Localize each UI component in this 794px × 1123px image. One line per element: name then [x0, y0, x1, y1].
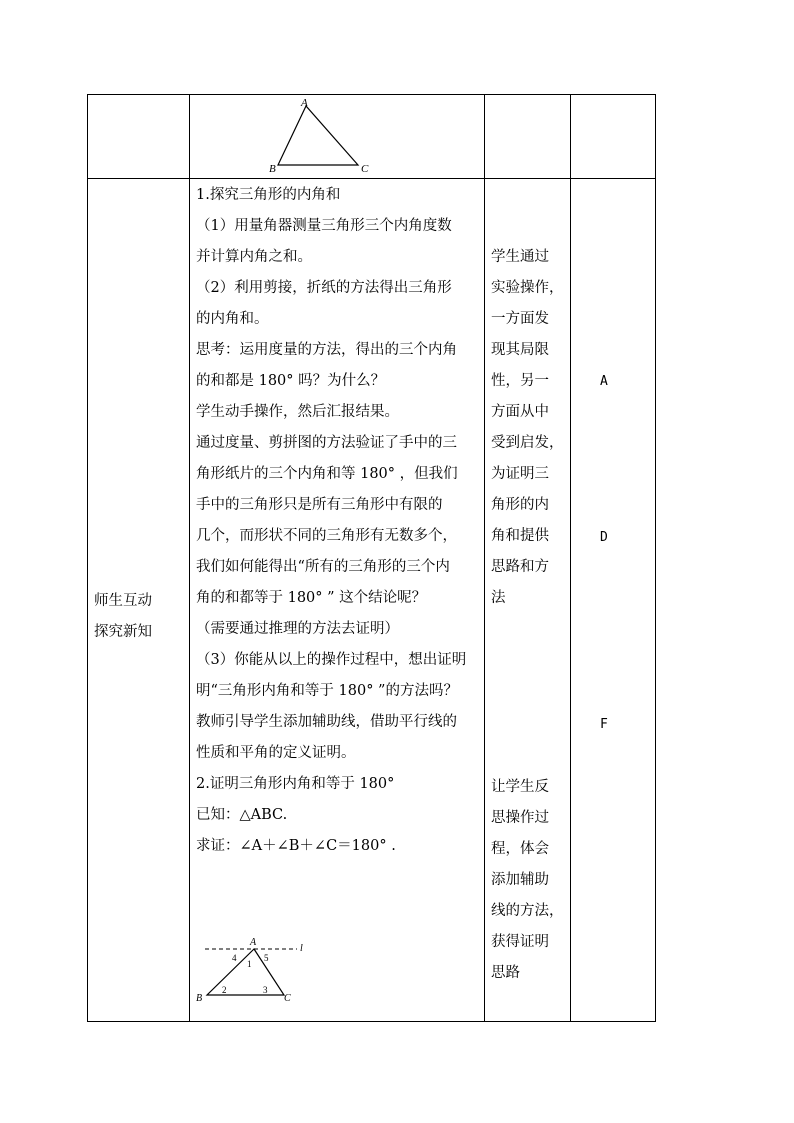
- col-divider-2: [484, 94, 485, 1022]
- triangle-figure-top: [260, 95, 380, 177]
- intent-line: 获得证明: [491, 934, 549, 950]
- angle-label-2: 2: [222, 985, 227, 995]
- content-line: （2）利用剪接，折纸的方法得出三角形: [196, 280, 452, 296]
- vertex-label-c: C: [284, 993, 291, 1004]
- intent-line: 一方面发: [491, 311, 549, 327]
- intent-line: 为证明三: [491, 466, 549, 482]
- design-intent-1: [491, 242, 564, 614]
- content-line: 性质和平角的定义证明。: [196, 745, 356, 761]
- content-line: 1.探究三角形的内角和: [196, 187, 341, 203]
- content-line: （需要通过推理的方法去证明）: [196, 621, 399, 637]
- intent-line: 受到启发，: [491, 435, 564, 451]
- content-line: 明“三角形内角和等于 180° ”的方法吗？: [196, 683, 458, 699]
- intent-line: 角形的内: [491, 497, 549, 513]
- stage-label-line2: 探究新知: [94, 624, 152, 640]
- line-label-l: l: [300, 943, 303, 954]
- intent-line: 添加辅助: [491, 872, 549, 888]
- content-line: 学生动手操作，然后汇报结果。: [196, 404, 399, 420]
- content-line: 通过度量、剪拼图的方法验证了手中的三: [196, 435, 457, 451]
- vertex-label-a: A: [301, 97, 308, 109]
- col-divider-3: [570, 94, 571, 1022]
- content-line: 2.证明三角形内角和等于 180°: [196, 776, 395, 792]
- stage-label: [94, 586, 152, 648]
- col-divider-1: [189, 94, 190, 1022]
- content-line: 求证：∠A＋∠B＋∠C＝180° .: [196, 838, 396, 854]
- angle-label-4: 4: [232, 953, 237, 963]
- content-line: （1）用量角器测量三角形三个内角度数: [196, 218, 452, 234]
- intent-line: 学生通过: [491, 249, 549, 265]
- content-line: （3）你能从以上的操作过程中，想出证明: [196, 652, 467, 668]
- stage-label-line1: 师生互动: [94, 593, 152, 609]
- intent-line: 性，另一: [491, 373, 549, 389]
- design-intent-2: [491, 772, 564, 989]
- content-line: 的内角和。: [196, 311, 269, 327]
- intent-line: 现其局限: [491, 342, 549, 358]
- content-line: 思考：运用度量的方法，得出的三个内角: [196, 342, 457, 358]
- teaching-content: [196, 180, 466, 862]
- vertex-label-c: C: [361, 163, 369, 175]
- vertex-label-b: B: [196, 993, 203, 1004]
- intent-line: 角和提供: [491, 528, 549, 544]
- column-letter-f: F: [600, 717, 608, 732]
- intent-line: 让学生反: [491, 779, 549, 795]
- angle-label-1: 1: [247, 959, 252, 969]
- content-line: 手中的三角形只是所有三角形中有限的: [196, 497, 443, 513]
- intent-line: 线的方法，: [491, 903, 564, 919]
- vertex-label-b: B: [269, 163, 276, 175]
- intent-line: 程，体会: [491, 841, 549, 857]
- intent-line: 法: [491, 590, 506, 606]
- column-letter-a: A: [600, 374, 608, 389]
- content-line: 已知：△ABC.: [196, 807, 288, 823]
- vertex-label-a: A: [250, 937, 257, 948]
- angle-label-3: 3: [263, 985, 268, 995]
- intent-line: 方面从中: [491, 404, 549, 420]
- intent-line: 思路: [491, 965, 520, 981]
- column-letter-d: D: [600, 530, 608, 545]
- content-line: 教师引导学生添加辅助线，借助平行线的: [196, 714, 457, 730]
- content-line: 我们如何能得出“所有的三角形的三个内: [196, 559, 450, 575]
- content-line: 几个，而形状不同的三角形有无数多个，: [196, 528, 457, 544]
- intent-line: 思操作过: [491, 810, 549, 826]
- content-line: 角形纸片的三个内角和等 180° ，但我们: [196, 466, 458, 482]
- content-line: 并计算内角之和。: [196, 249, 312, 265]
- triangle-figure-proof: [196, 933, 316, 1005]
- angle-label-5: 5: [264, 953, 269, 963]
- intent-line: 思路和方: [491, 559, 549, 575]
- content-line: 的和都是 180° 吗？为什么？: [196, 373, 386, 389]
- intent-line: 实验操作，: [491, 280, 564, 296]
- content-line: 角的和都等于 180° ” 这个结论呢？: [196, 590, 427, 606]
